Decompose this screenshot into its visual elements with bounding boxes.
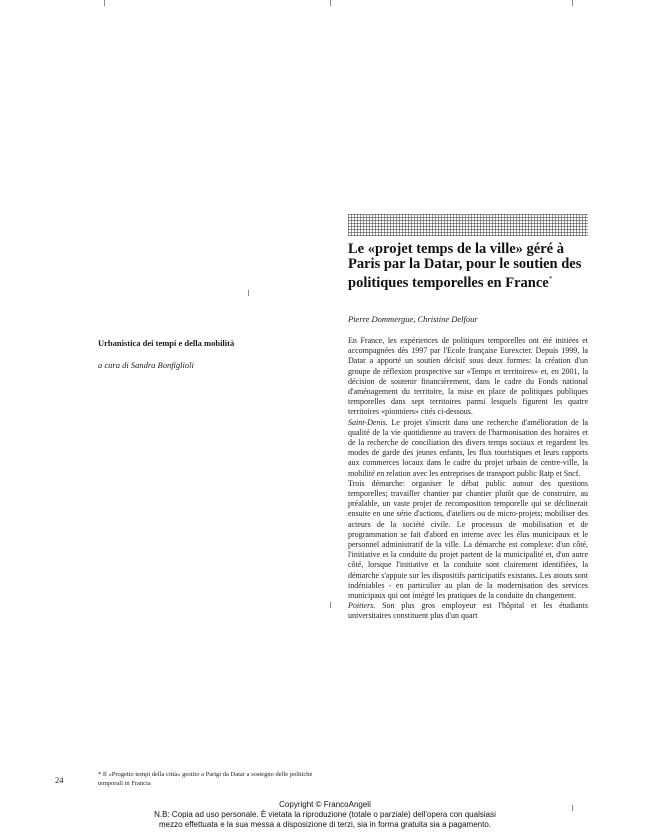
body-paragraph-demarche: Trois démarche: organiser le débat public autour des questions temporelles; travailler chantier par chantier plutôt que de construire, au préalable, un vaste projet de recomposition temporelle qui se déclinerait ensuite en une série d'actions, d'ateliers ou de micro-projets; mobiliser des acteurs de la société civile. Le processus de mobilisation et de programmation se fait d'abord en interne avec les élus municipaux et le personnel administratif de la ville. La démarche est complexe: d'un côté, l'initiative et la conduite du projet partent de la municipalité et, d'un autre côté, lorsque l'initiative et la conduite sont clairement identifiées, la démarche s'appuie sur les dispositifs participatifs existants. Les atouts sont indéniables - en particulier au plan de la modernisation des services municipaux qui ont intégré les pratiques de la conduite du changement. — [348, 478, 588, 601]
crop-mark — [330, 602, 331, 608]
crop-mark — [248, 290, 249, 296]
copyright-line: Copyright © FrancoAngeli — [279, 800, 371, 809]
body-paragraph-intro: En France, les expériences de politiques temporelles ont été initiées et accompagnées dès 1997 par l'Ecole française Eurexcter. Depuis 1999, la Datar a apporté un soutien décisif sous deux formes: la création d'un groupe de réflexion prospective sur «Temps et territoires» et, en 2001, la décision de soutenir financièrement, dans le cadre du Fonds national d'aménagement du territoire, la mise en place de politiques publiques temporelles dans sept territoires parmi lesquels figurent les quatre territoires «pionniers» cités ci-dessous. — [348, 336, 588, 417]
body-paragraph-poitiers: Poitiers. Son plus gros employeur est l'hôpital et les étudiants universitaires constituent plus d'un quart — [348, 601, 588, 621]
crop-mark — [104, 0, 105, 6]
article-body — [348, 336, 588, 788]
footnote: * Il «Progetto tempi della città» gestito a Parigi da Datar a sostegno delle politiche temporali in Francia — [98, 771, 313, 787]
body-paragraph-saint-denis: Saint-Denis. Le projet s'inscrit dans une recherche d'amélioration de la qualité de la vie quotidienne au travers de l'harmonisation des horaires et de la recherche de conciliation des divers temps sociaux et regardent les modes de garde des jeunes enfants, les flux touristiques et leurs rapports aux commerces locaux dans le cadre du projet urbain de centre-ville, la mobilité en relation avec les entreprises de transport public Ratp et Sncf. — [348, 417, 588, 478]
section-heading: Urbanistica dei tempi e della mobilità — [98, 338, 235, 348]
crop-mark — [572, 0, 573, 6]
paragraph-lead: Poitiers. — [348, 601, 376, 611]
paragraph-lead: Saint-Denis. — [348, 417, 388, 427]
copyright-footer — [60, 800, 590, 830]
crop-mark — [330, 0, 331, 6]
notice-line-2: mezzo effettuata e la sua messa a disposizione di terzi, sia in forma gratuita sia a pagamento. — [158, 820, 492, 829]
section-editor: a cura di Sandra Bonfiglioli — [98, 360, 194, 370]
page-number: 24 — [55, 775, 64, 785]
title-note-mark: * — [548, 275, 553, 283]
decorative-pattern-bar — [348, 214, 588, 236]
article-title: Le «projet temps de la ville» géré à Paris par la Datar, pour le soutien des politiques temporelles en France* — [348, 241, 582, 291]
article-authors: Pierre Dommergue, Christine Delfour — [348, 314, 478, 324]
notice-line-1: N.B: Copia ad uso personale. È vietata la riproduzione (totale o parziale) dell'opera con qualsiasi — [154, 810, 496, 819]
